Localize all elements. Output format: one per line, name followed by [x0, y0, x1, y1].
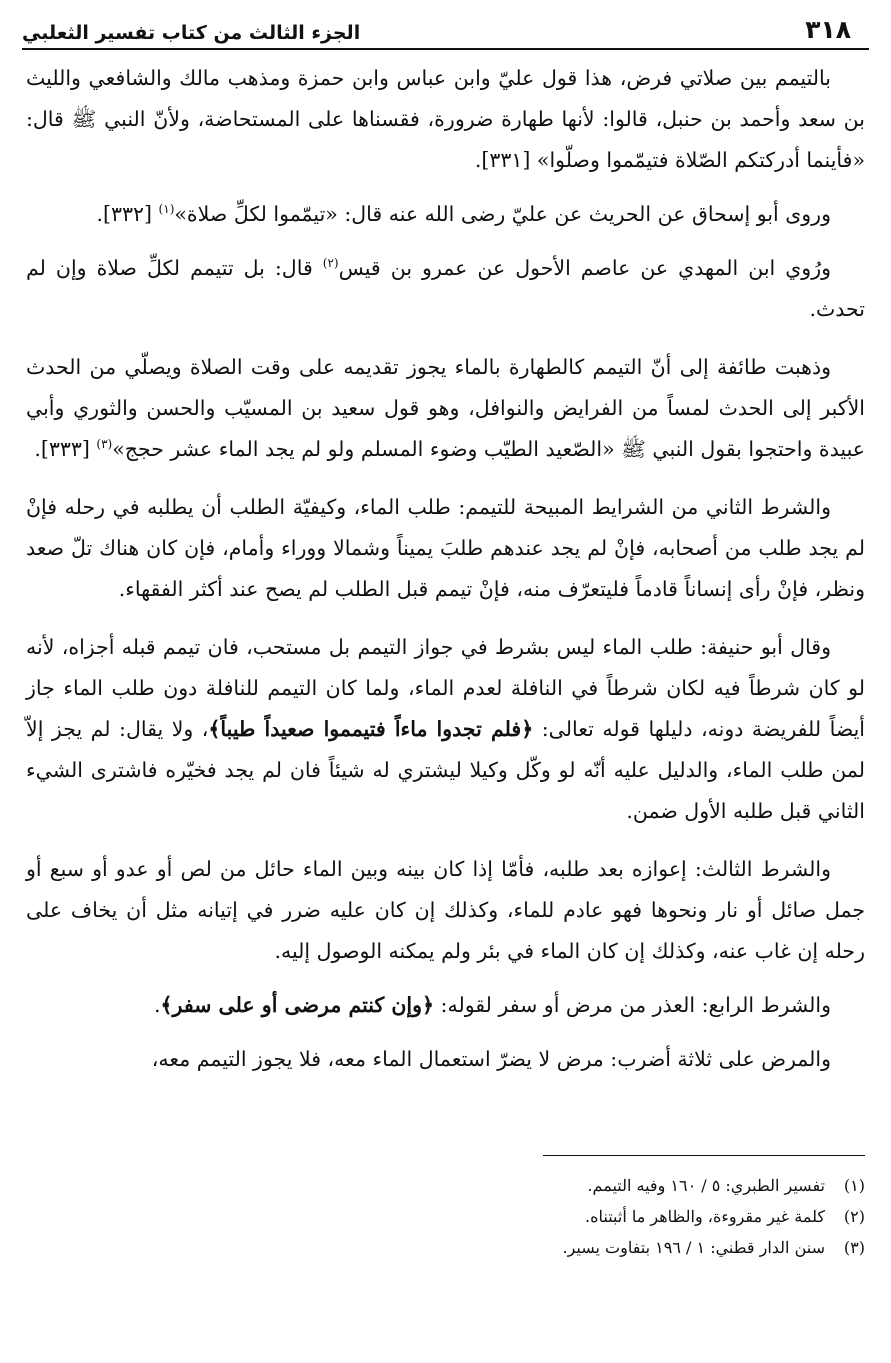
paragraph: وذهبت طائفة إلى أنّ التيمم كالطهارة بالماء يجوز تقديمه على وقت الصلاة ويصلّي من الحدث الأكبر إلى الحدث لمساً من الفرايض والنوافل، وهو قول سعيد بن المسيّب والحسن والثوري وأبي عبيدة واحتجوا بقول النبي ﷺ «الصّعيد الطيّب وضوء المسلم ولو لم يجد الماء عشر حجج»$^{(٣)}$ [٣٣٣].: [26, 355, 865, 461]
paragraph: وقال أبو حنيفة: طلب الماء ليس بشرط في جواز التيمم بل مستحب، فان تيمم قبله أجزاه، لأنه لو كان شرطاً فيه لكان شرطاً في النافلة لعدم الماء، ولما كان التيمم للنافلة دون طلب الماء جاز أيضاً للفريضة دونه، دليلها قوله تعالى: ﴿فلم تجدوا ماءاً فتيمموا صعيداً طيباً﴾، ولا يقال: لم يجز إلاّ لمن طلب الماء، والدليل عليه أنّه لو وكّل وكيلا ليشتري له شيئاً فان لم يجد فخيّره فاشترى الشيء الثاني قبل طلبه الأول ضمن.: [26, 635, 866, 823]
paragraph: وروى أبو إسحاق عن الحريث عن عليّ رضى الله عنه قال: «تيمّموا لكلِّ صلاة»$^{(١)}$ [٣٣٢].: [96, 202, 831, 226]
footnote: (٢) كلمة غير مقروءة، والظاهر ما أثبتناه.: [585, 1207, 865, 1226]
paragraph: والشرط الرابع: العذر من مرض أو سفر لقوله: ﴿وإن كنتم مرضى أو على سفر﴾.: [154, 993, 831, 1017]
footnote: (٣) سنن الدار قطني: ١ / ١٩٦ بتفاوت يسير.: [562, 1238, 865, 1257]
page-number: ٣١٨: [805, 15, 851, 44]
footnote-ref: (٣): [96, 437, 113, 452]
paragraph: والشرط الثالث: إعوازه بعد طلبه، فأمّا إذا كان بينه وبين الماء حائل من لص أو عدو أو سبع أو جمل صائل أو نار ونحوها فهو عادم للماء، وكذلك إن كان عليه ضرر في إتيانه مثل أن يخاف على رحله إن غاب عنه، وكذلك إن كان الماء في بئر ولم يمكنه الوصول إليه.: [26, 857, 865, 963]
quran-verse: ﴿وإن كنتم مرضى أو على سفر﴾: [160, 993, 435, 1017]
footnote-ref: (١): [158, 202, 175, 217]
paragraph: والشرط الثاني من الشرايط المبيحة للتيمم: طلب الماء، وكيفيّة الطلب أن يطلبه في رحله فإنْ لم يجد طلب من أصحابه، فإنْ لم يجد عندهم طلبَ يميناً وشمالا ووراء وأمام، فإن كان هناك تلّ صعد ونظر، فإنْ رأى إنساناً قادماً فليتعرّف منه، فإنْ تيمم قبل الطلب لم يصح عند أكثر الفقهاء.: [26, 495, 865, 601]
paragraph: بالتيمم بين صلاتي فرض، هذا قول عليّ وابن عباس وابن حمزة ومذهب مالك والشافعي والليث بن سعد وأحمد بن حنبل، قالوا: لأنها طهارة ضرورة، فقسناها على المستحاضة، ولأنّ النبي ﷺ قال: «فأينما أدركتكم الصّلاة فتيمّموا وصلّوا» [٣٣١].: [26, 66, 865, 172]
footnote-divider: [543, 1155, 865, 1156]
running-title: الجزء الثالث من كتاب تفسير الثعلبي: [22, 22, 361, 44]
quran-verse: ﴿فلم تجدوا ماءاً فتيمموا صعيداً طيباً﴾: [208, 717, 534, 741]
page-header: [22, 2, 869, 50]
footnote: (١) تفسير الطبري: ٥ / ١٦٠ وفيه التيمم.: [587, 1176, 865, 1195]
paragraph: والمرض على ثلاثة أضرب: مرض لا يضرّ استعمال الماء معه، فلا يجوز التيمم معه،: [151, 1047, 831, 1071]
footnote-ref: (٢): [322, 256, 339, 271]
footnotes: [26, 1155, 865, 1263]
main-text: [26, 58, 865, 1097]
paragraph: ورُوي ابن المهدي عن عاصم الأحول عن عمرو بن قيس$^{(٢)}$ قال: بل تتيمم لكلِّ صلاة وإن لم تحدث.: [26, 256, 865, 321]
